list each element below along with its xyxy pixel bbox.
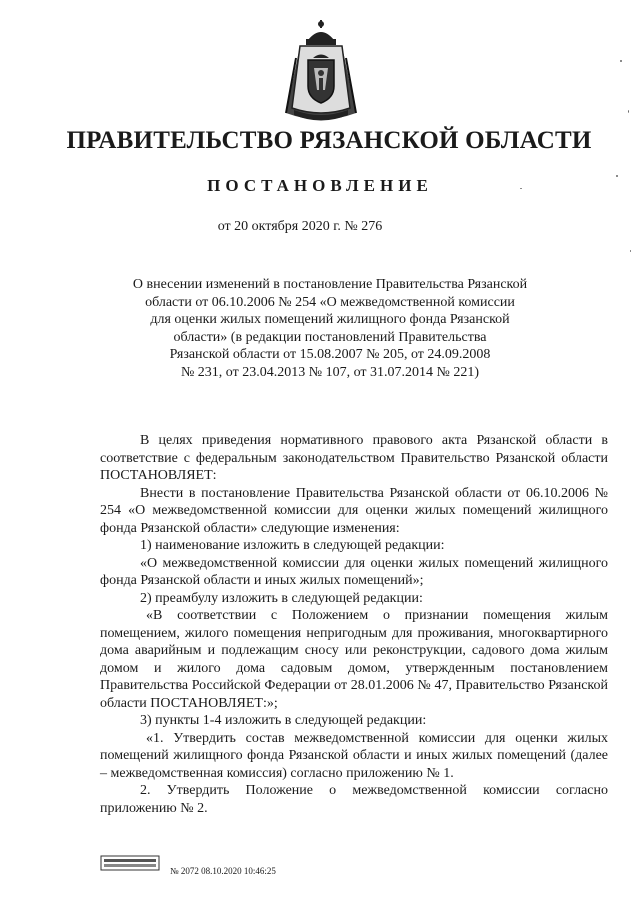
heading-line: области» (в редакции постановлений Правительства xyxy=(173,329,487,345)
ryazan-coat-of-arms-icon xyxy=(278,18,364,128)
heading-line: области от 06.10.2006 № 254 «О межведомственной комиссии xyxy=(145,294,515,310)
scan-speck xyxy=(520,188,522,189)
paragraph-new-preamble: «В соответствии с Положением о признании помещения жилым помещением, жилого помещения непригодным для проживания, многоквартирного дома аварийным и подлежащим сносу или реконструкции, садового дома жилым домом и жилого дома садовым домом, утвержденным постановлением Правительства Российской Федерации от 28.01.2006 № 47, Правительство Рязанской области ПОСТАНОВЛЯЕТ:»; xyxy=(100,608,608,711)
scan-speck xyxy=(630,250,631,252)
scan-speck xyxy=(628,110,629,113)
paragraph-new-title: «О межведомственной комиссии для оценки жилых помещений жилищного фонда Рязанской области и иных жилых помещений»; xyxy=(100,555,608,588)
document-type: ПОСТАНОВЛЕНИЕ xyxy=(207,176,433,195)
registration-number: № 2072 08.10.2020 10:46:25 xyxy=(170,866,276,876)
paragraph-item-3: 3) пункты 1-4 изложить в следующей редакции: xyxy=(140,713,427,728)
document-date-number: от 20 октября 2020 г. № 276 xyxy=(217,219,383,234)
scan-speck xyxy=(616,175,618,177)
authority-title: ПРАВИТЕЛЬСТВО РЯЗАНСКОЙ ОБЛАСТИ xyxy=(66,127,592,154)
heading-line: для оценки жилых помещений жилищного фонда Рязанской xyxy=(150,312,510,327)
paragraph-item-1: 1) наименование изложить в следующей редакции: xyxy=(140,538,445,553)
registration-stamp-icon xyxy=(100,855,160,871)
heading-line: Рязанской области от 15.08.2007 № 205, от 24.09.2008 xyxy=(169,347,491,362)
heading-line: О внесении изменений в постановление Правительства Рязанской xyxy=(132,277,528,292)
paragraph-item-2: 2) преамбулу изложить в следующей редакции: xyxy=(140,590,423,606)
paragraph-point-1: «1. Утвердить состав межведомственной комиссии для оценки жилых помещений жилищного фонда Рязанской области и иных жилых помещений (далее – межведомственная комиссия) согласно приложению № 1. xyxy=(100,730,608,781)
paragraph-point-2: 2. Утвердить Положение о межведомственной комиссии согласно приложению № 2. xyxy=(100,783,608,816)
scan-speck xyxy=(620,60,622,62)
paragraph-amend-intro: Внести в постановление Правительства Рязанской области от 06.10.2006 № 254 «О межведомственной комиссии для оценки жилых помещений жилищного фонда Рязанской области» следующие изменения: xyxy=(100,485,608,536)
paragraph-preamble: В целях приведения нормативного правового акта Рязанской области в соответствие с федеральным законодательством Правительство Рязанской области ПОСТАНОВЛЯЕТ: xyxy=(100,433,608,483)
heading-line: № 231, от 23.04.2013 № 107, от 31.07.2014 № 221) xyxy=(180,364,480,380)
document-heading xyxy=(90,276,570,381)
document-body xyxy=(100,432,608,817)
